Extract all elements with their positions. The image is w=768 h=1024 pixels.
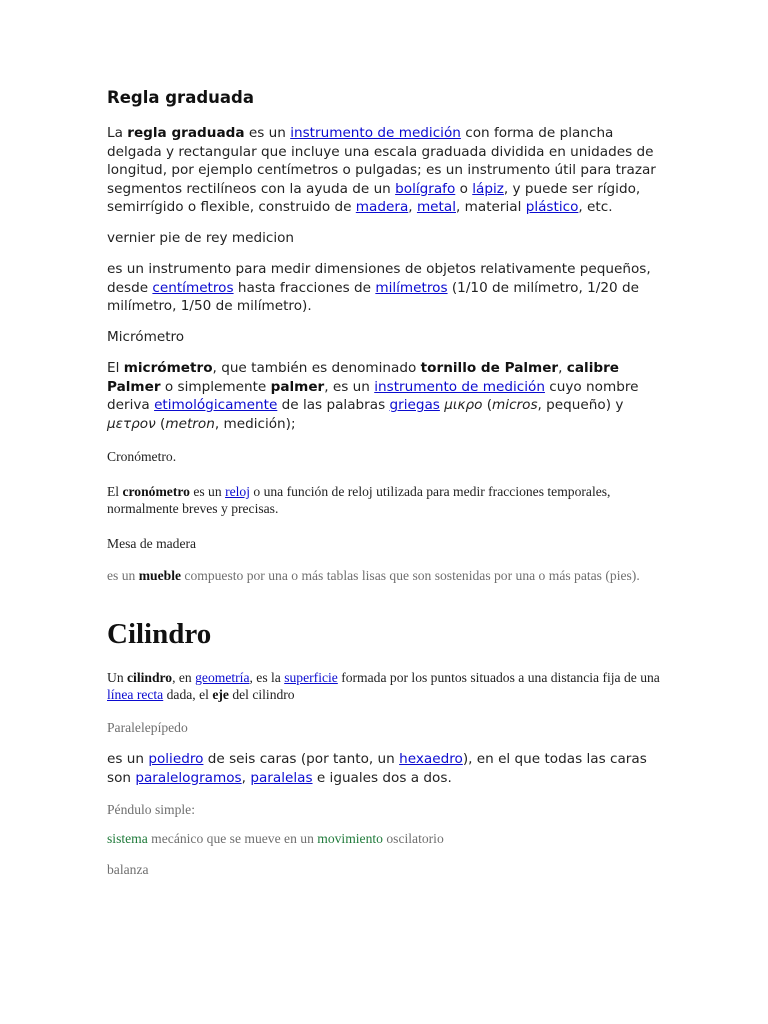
text: , y puede ser rígido, semirrígido o flexible, construido de <box>107 180 641 216</box>
text: , <box>241 769 251 786</box>
section-title-regla: Regla graduada <box>107 88 254 107</box>
text: de las palabras <box>277 397 390 414</box>
bold-term: tornillo de Palmer <box>420 360 559 376</box>
link-instrumento-de-medicion-2[interactable]: instrumento de medición <box>374 378 545 395</box>
text: es un instrumento para medir dimensiones de objetos relativamente pequeños, desde <box>107 261 651 296</box>
text: es un <box>244 125 291 141</box>
text: e iguales dos a dos. <box>312 769 452 786</box>
link-plastico[interactable]: plástico <box>525 199 579 216</box>
link-hexaedro[interactable]: hexaedro <box>399 751 463 767</box>
section-title-mesa: Mesa de madera <box>107 536 197 551</box>
link-metal[interactable]: metal <box>416 199 456 216</box>
link-superficie[interactable]: superficie <box>284 670 338 685</box>
text: ), en el que todas las caras son <box>107 751 647 786</box>
text: (1/10 de milímetro, 1/20 de milímetro, 1/50 de milímetro). <box>107 279 639 315</box>
bold-term: regla graduada <box>127 125 245 141</box>
link-reloj[interactable]: reloj <box>225 484 250 499</box>
text: , pequeño) y <box>537 397 624 414</box>
bold-term: palmer <box>270 378 325 395</box>
link-griegas[interactable]: griegas <box>389 397 440 414</box>
paragraph-vernier <box>107 260 667 316</box>
section-title-paralelepipedo: Paralelepípedo <box>107 720 188 735</box>
bold-term: cilindro <box>127 670 173 685</box>
text: , <box>558 360 567 376</box>
bold-term: eje <box>212 687 229 702</box>
link-madera[interactable]: madera <box>355 199 409 216</box>
italic-term: metron <box>165 415 215 432</box>
italic-term: μικρο <box>439 397 483 414</box>
section-title-cronometro: Cronómetro. <box>107 449 177 464</box>
paragraph-cilindro <box>107 669 667 703</box>
italic-term: micros <box>492 397 538 414</box>
link-instrumento-de-medicion[interactable]: instrumento de medición <box>290 125 461 141</box>
link-paralelogramos[interactable]: paralelogramos <box>135 769 242 786</box>
italic-term: μετρον <box>107 415 156 432</box>
text: es un <box>189 484 226 499</box>
paragraph-cronometro <box>107 483 667 517</box>
bold-term: micrómetro <box>123 360 213 376</box>
section-title-micrometro: Micrómetro <box>107 329 185 345</box>
text: , es un <box>324 378 375 395</box>
text: es un <box>107 751 149 767</box>
text: del cilindro <box>228 687 295 702</box>
link-boligrafo[interactable]: bolígrafo <box>395 180 456 197</box>
link-poliedro[interactable]: poliedro <box>148 751 204 767</box>
text: Un <box>107 670 128 685</box>
text: , <box>408 199 417 216</box>
text: , material <box>455 199 526 216</box>
text: dada, el <box>163 687 213 702</box>
highlight-term: movimiento <box>317 831 383 846</box>
text: , medición); <box>214 415 296 432</box>
paragraph-regla <box>107 124 667 217</box>
text: ( <box>482 397 493 414</box>
paragraph-mesa <box>107 567 667 584</box>
text: ( <box>155 415 166 432</box>
text: El <box>107 360 124 376</box>
link-etimologicamente[interactable]: etimológicamente <box>154 397 278 414</box>
text: o <box>455 180 473 197</box>
text: mecánico que se mueve en un <box>147 831 318 846</box>
text: , es la <box>249 670 285 685</box>
text: con forma de plancha delgada y rectangular que incluye una escala graduada dividida en unidades de longitud, por ejemplo centímetros o pulgadas; es un instrumento útil para trazar segmentos rectilíneos con la ayuda de un <box>107 125 656 197</box>
text: formada por los puntos situados a una distancia fija de una <box>337 670 660 685</box>
paragraph-micrometro <box>107 359 667 433</box>
link-lapiz[interactable]: lápiz <box>472 180 504 197</box>
text: o una función de reloj utilizada para medir fracciones temporales, normalmente breves y precisas. <box>107 484 611 516</box>
bold-term: calibre Palmer <box>107 360 620 395</box>
text: o simplemente <box>160 378 271 395</box>
paragraph-pendulo <box>107 830 667 847</box>
paragraph-paralelepipedo <box>107 750 667 787</box>
bold-term: cronómetro <box>122 484 190 499</box>
text: El <box>107 484 123 499</box>
bold-term: mueble <box>138 568 182 583</box>
text: compuesto por una o más tablas lisas que son sostenidas por una o más patas (pies). <box>181 568 640 583</box>
text: La <box>107 125 128 141</box>
text: de seis caras (por tanto, un <box>203 751 400 767</box>
highlight-term: sistema <box>107 831 148 846</box>
link-geometria[interactable]: geometría <box>195 670 250 685</box>
link-milimetros[interactable]: milímetros <box>375 279 448 296</box>
text: , que también es denominado <box>212 360 421 376</box>
text: oscilatorio <box>382 831 444 846</box>
text: , en <box>172 670 196 685</box>
link-centimetros[interactable]: centímetros <box>152 279 234 296</box>
text: cuyo nombre deriva <box>107 378 639 414</box>
section-title-cilindro: Cilindro <box>107 618 212 650</box>
section-title-pendulo: Péndulo simple: <box>107 802 195 817</box>
link-linea-recta[interactable]: línea recta <box>107 687 164 702</box>
text: es un <box>107 568 139 583</box>
link-paralelas[interactable]: paralelas <box>250 769 313 786</box>
text: hasta fracciones de <box>233 279 376 296</box>
section-title-balanza: balanza <box>107 862 149 877</box>
text: , etc. <box>578 199 613 216</box>
section-title-vernier: vernier pie de rey medicion <box>107 230 295 246</box>
